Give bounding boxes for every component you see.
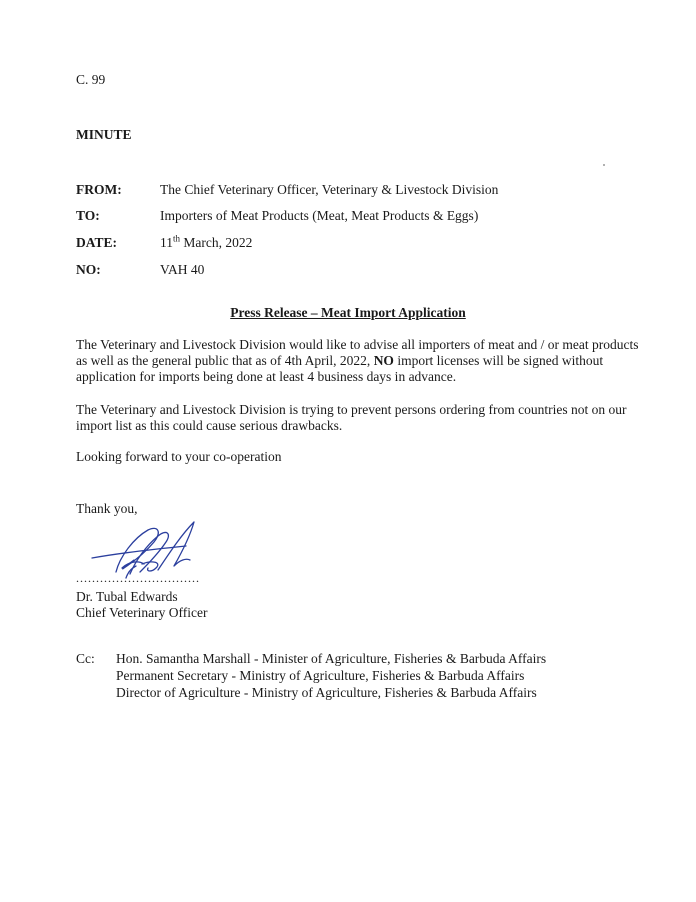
no-label: NO: bbox=[76, 262, 101, 277]
paragraph-3: Looking forward to your co-operation bbox=[76, 449, 282, 464]
closing-text: Thank you, bbox=[76, 501, 138, 516]
cc-recipient: Director of Agriculture - Ministry of Agriculture, Fisheries & Barbuda Affairs bbox=[116, 685, 537, 700]
date-rest: March, 2022 bbox=[180, 235, 253, 250]
cc-recipient: Permanent Secretary - Ministry of Agriculture, Fisheries & Barbuda Affairs bbox=[116, 668, 525, 683]
date-day: 11 bbox=[160, 235, 173, 250]
cc-label: Cc: bbox=[76, 651, 95, 666]
paragraph-1 bbox=[76, 337, 646, 385]
signature-line: ............................... bbox=[76, 571, 200, 585]
paragraph-1-start: The Veterinary and Livestock Division would like to advise all importers of meat and / or meat products as well as the general public that as of 4th April, 2022, bbox=[76, 337, 639, 368]
paragraph-2: The Veterinary and Livestock Division is trying to prevent persons ordering from countries not on our import list as this could cause serious drawbacks. bbox=[76, 402, 627, 433]
date-label: DATE: bbox=[76, 235, 118, 250]
from-label: FROM: bbox=[76, 182, 122, 197]
to-label: TO: bbox=[76, 208, 100, 223]
paragraph-1-end: import licenses will be signed without application for imports being done at least 4 business days in advance. bbox=[76, 353, 604, 384]
paragraph-1-emphasis: NO bbox=[373, 353, 394, 368]
press-release-title: Press Release – Meat Import Application bbox=[230, 305, 466, 320]
signatory-title: Chief Veterinary Officer bbox=[76, 605, 208, 620]
document-reference: C. 99 bbox=[76, 72, 106, 87]
minute-heading: MINUTE bbox=[76, 127, 132, 142]
signatory-name: Dr. Tubal Edwards bbox=[76, 589, 178, 604]
scan-speck bbox=[603, 164, 605, 166]
to-value: Importers of Meat Products (Meat, Meat Products & Eggs) bbox=[160, 208, 479, 223]
date-ordinal: th bbox=[173, 233, 181, 244]
no-value: VAH 40 bbox=[160, 262, 205, 277]
date-value bbox=[160, 235, 252, 251]
cc-recipient: Hon. Samantha Marshall - Minister of Agriculture, Fisheries & Barbuda Affairs bbox=[116, 651, 547, 666]
from-value: The Chief Veterinary Officer, Veterinary & Livestock Division bbox=[160, 182, 499, 197]
